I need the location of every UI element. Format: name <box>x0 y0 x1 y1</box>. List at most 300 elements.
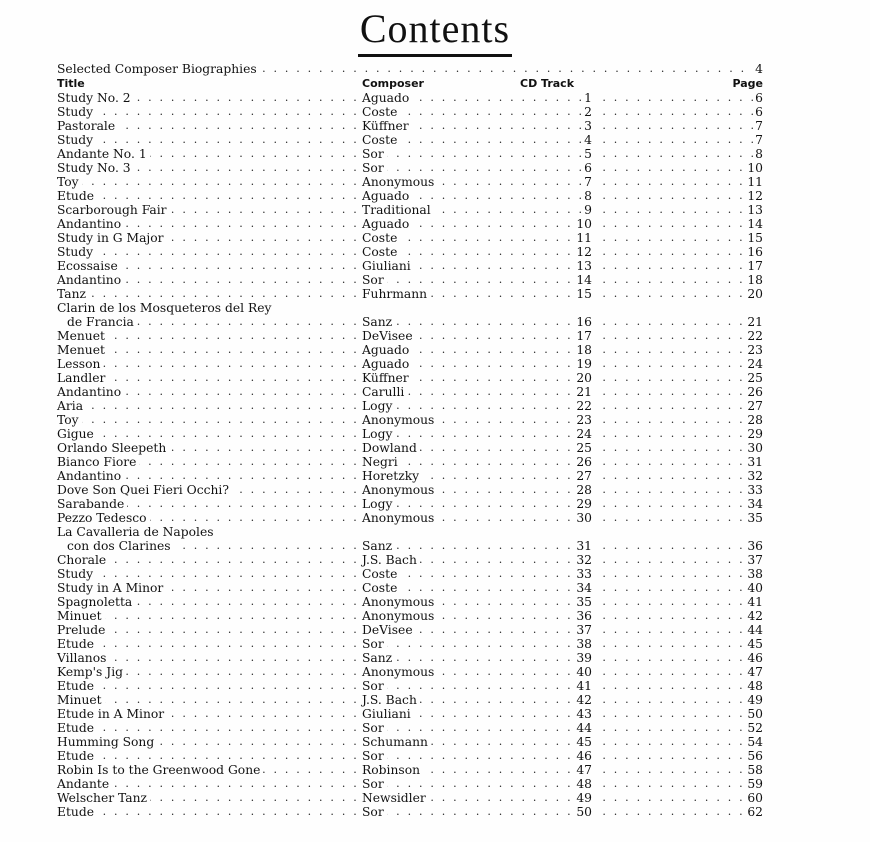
entry-cd-track: 7 <box>584 175 592 189</box>
dot-leader-track <box>591 497 756 511</box>
entry-composer: Coste <box>362 133 400 147</box>
entry-cd-track: 37 <box>576 623 592 637</box>
entry-title: Study in G Major <box>57 231 167 245</box>
column-headers <box>57 77 763 91</box>
entry-page: 16 <box>747 245 763 259</box>
dot-leader-track <box>591 385 756 399</box>
toc-entry[interactable] <box>57 693 763 707</box>
toc-entry[interactable] <box>57 553 763 567</box>
entry-composer: Giuliani <box>362 259 414 273</box>
entry-page: 32 <box>747 469 763 483</box>
entry-page: 59 <box>747 777 763 791</box>
entry-cd-track: 14 <box>576 273 592 287</box>
toc-entry[interactable] <box>57 371 763 385</box>
toc-entry[interactable] <box>57 497 763 511</box>
entry-page: 15 <box>747 231 763 245</box>
entry-cd-track: 38 <box>576 637 592 651</box>
dot-leader-track <box>591 791 756 805</box>
entry-cd-track: 9 <box>584 203 592 217</box>
entry-composer: Küffner <box>362 371 412 385</box>
entry-composer: Anonymous <box>362 609 437 623</box>
dot-leader-track <box>591 651 756 665</box>
dot-leader-track <box>591 623 756 637</box>
dot-leader-track <box>591 665 756 679</box>
entry-page: 58 <box>747 763 763 777</box>
entry-composer: Sanz <box>362 315 395 329</box>
dot-leader-composer <box>362 147 592 161</box>
entry-composer: Anonymous <box>362 175 437 189</box>
entry-page: 54 <box>747 735 763 749</box>
toc-entry[interactable] <box>57 763 763 777</box>
dot-leader-track <box>591 483 756 497</box>
entry-page: 34 <box>747 497 763 511</box>
entry-title: Pastorale <box>57 119 118 133</box>
entry-composer: Aguado <box>362 189 412 203</box>
entry-cd-track: 2 <box>584 105 592 119</box>
column-header-title: Title <box>57 77 85 90</box>
entry-cd-track: 10 <box>576 217 592 231</box>
biographies-entry[interactable] <box>57 61 763 77</box>
dot-leader-track <box>591 441 756 455</box>
dot-leader-track <box>591 357 756 371</box>
entry-composer: Dowland <box>362 441 420 455</box>
entry-composer: Sor <box>362 273 387 287</box>
toc-entry[interactable] <box>57 427 763 441</box>
dot-leader-track <box>591 511 756 525</box>
toc-entry[interactable] <box>57 217 763 231</box>
entry-cd-track: 18 <box>576 343 592 357</box>
entry-composer: Aguado <box>362 357 412 371</box>
toc-entry[interactable] <box>57 609 763 623</box>
toc-entry[interactable] <box>57 329 763 343</box>
title-wrapper <box>0 6 870 57</box>
entry-composer: Schumann <box>362 735 431 749</box>
dot-leader-composer <box>362 679 592 693</box>
toc-entry[interactable] <box>57 735 763 749</box>
entry-composer: Anonymous <box>362 483 437 497</box>
entry-page: 10 <box>747 161 763 175</box>
page-title: Contents <box>358 6 512 57</box>
toc-entry[interactable] <box>57 357 763 371</box>
dot-leader-track <box>591 329 756 343</box>
entry-page: 6 <box>755 91 763 105</box>
entry-composer: Sor <box>362 147 387 161</box>
entry-cd-track: 26 <box>576 455 592 469</box>
toc-entry[interactable] <box>57 91 763 105</box>
entry-page: 6 <box>755 105 763 119</box>
entry-title: de Francia <box>57 315 137 329</box>
entry-cd-track: 46 <box>576 749 592 763</box>
entry-cd-track: 24 <box>576 427 592 441</box>
toc-entry[interactable] <box>57 805 763 819</box>
entry-page: 30 <box>747 441 763 455</box>
entry-title: Etude in A Minor <box>57 707 167 721</box>
entries-list <box>57 91 763 819</box>
entry-cd-track: 4 <box>584 133 592 147</box>
entry-page: 52 <box>747 721 763 735</box>
dot-leader-title <box>57 567 361 581</box>
entry-composer: Logy <box>362 399 395 413</box>
entry-title: Etude <box>57 189 97 203</box>
dot-leader-track <box>591 287 756 301</box>
toc-entry[interactable] <box>57 301 763 315</box>
entry-cd-track: 39 <box>576 651 592 665</box>
dot-leader-track <box>591 707 756 721</box>
dot-leader-title <box>57 805 361 819</box>
toc-entry[interactable] <box>57 707 763 721</box>
biographies-title: Selected Composer Biographies <box>57 61 260 77</box>
entry-cd-track: 36 <box>576 609 592 623</box>
dot-leader-track <box>591 189 756 203</box>
entry-page: 25 <box>747 371 763 385</box>
table-of-contents <box>57 61 763 819</box>
dot-leader-title <box>57 399 361 413</box>
entry-title: Andante No. 1 <box>57 147 150 161</box>
entry-cd-track: 12 <box>576 245 592 259</box>
entry-page: 62 <box>747 805 763 819</box>
entry-cd-track: 29 <box>576 497 592 511</box>
entry-composer: Logy <box>362 427 395 441</box>
entry-title: Andantino <box>57 385 124 399</box>
entry-composer: Coste <box>362 245 400 259</box>
entry-title: Andantino <box>57 217 124 231</box>
dot-leader-track <box>591 259 756 273</box>
dot-leader-track <box>591 203 756 217</box>
dot-leader-track <box>591 539 756 553</box>
dot-leader-track <box>591 343 756 357</box>
biographies-page: 4 <box>755 62 763 76</box>
entry-cd-track: 48 <box>576 777 592 791</box>
entry-cd-track: 49 <box>576 791 592 805</box>
entry-page: 42 <box>747 609 763 623</box>
entry-title: Etude <box>57 721 97 735</box>
entry-page: 29 <box>747 427 763 441</box>
entry-cd-track: 34 <box>576 581 592 595</box>
toc-entry[interactable] <box>57 539 763 553</box>
entry-composer: Aguado <box>362 343 412 357</box>
toc-entry[interactable] <box>57 259 763 273</box>
entry-page: 14 <box>747 217 763 231</box>
toc-entry[interactable] <box>57 385 763 399</box>
entry-page: 13 <box>747 203 763 217</box>
entry-page: 37 <box>747 553 763 567</box>
toc-entry[interactable] <box>57 273 763 287</box>
dot-leader-title <box>57 287 361 301</box>
entry-title: Ecossaise <box>57 259 121 273</box>
entry-title: Etude <box>57 805 97 819</box>
toc-entry[interactable] <box>57 777 763 791</box>
entry-title: Aria <box>57 399 86 413</box>
entry-title: Tanz <box>57 287 89 301</box>
entry-page: 28 <box>747 413 763 427</box>
dot-leader-composer <box>362 651 592 665</box>
entry-page: 31 <box>747 455 763 469</box>
dot-leader-composer <box>362 273 592 287</box>
entry-composer: Coste <box>362 231 400 245</box>
dot-leader-title <box>57 721 361 735</box>
toc-entry[interactable] <box>57 133 763 147</box>
entry-title: Minuet <box>57 693 105 707</box>
toc-entry[interactable] <box>57 469 763 483</box>
dot-leader-title <box>57 175 361 189</box>
entry-composer: Negri <box>362 455 401 469</box>
dot-leader-composer <box>362 777 592 791</box>
entry-cd-track: 40 <box>576 665 592 679</box>
toc-entry[interactable] <box>57 413 763 427</box>
dot-leader-track <box>591 413 756 427</box>
toc-entry[interactable] <box>57 525 763 539</box>
toc-entry[interactable] <box>57 721 763 735</box>
dot-leader-track <box>591 595 756 609</box>
toc-entry[interactable] <box>57 483 763 497</box>
dot-leader-track <box>591 469 756 483</box>
entry-cd-track: 27 <box>576 469 592 483</box>
entry-title: Study <box>57 567 96 581</box>
entry-title: Menuet <box>57 329 108 343</box>
entry-composer: Logy <box>362 497 395 511</box>
entry-title: Chorale <box>57 553 109 567</box>
entry-composer: Aguado <box>362 91 412 105</box>
entry-title: Orlando Sleepeth <box>57 441 169 455</box>
entry-cd-track: 8 <box>584 189 592 203</box>
entry-page: 27 <box>747 399 763 413</box>
entry-page: 26 <box>747 385 763 399</box>
toc-entry[interactable] <box>57 287 763 301</box>
dot-leader-composer <box>362 805 592 819</box>
entry-title: Study <box>57 105 96 119</box>
toc-entry[interactable] <box>57 595 763 609</box>
dot-leader-title <box>57 427 361 441</box>
toc-entry[interactable] <box>57 343 763 357</box>
entry-composer: Newsidler <box>362 791 429 805</box>
dot-leader-title <box>57 679 361 693</box>
entry-title: Gigue <box>57 427 97 441</box>
entry-title: Prelude <box>57 623 108 637</box>
entry-composer: Horetzky <box>362 469 422 483</box>
dot-leader-track <box>591 609 756 623</box>
entry-composer: Traditional <box>362 203 434 217</box>
toc-entry[interactable] <box>57 511 763 525</box>
entry-title: Study in A Minor <box>57 581 166 595</box>
toc-entry[interactable] <box>57 441 763 455</box>
dot-leader-track <box>591 119 756 133</box>
dot-leader-track <box>591 161 756 175</box>
entry-composer: Sor <box>362 777 387 791</box>
entry-title: Toy <box>57 413 82 427</box>
column-header-page: Page <box>732 77 763 90</box>
entry-title: Study <box>57 133 96 147</box>
entry-title: Spagnoletta <box>57 595 135 609</box>
toc-entry[interactable] <box>57 231 763 245</box>
entry-composer: Sor <box>362 679 387 693</box>
toc-entry[interactable] <box>57 455 763 469</box>
dot-leader-track <box>591 147 756 161</box>
entry-page: 33 <box>747 483 763 497</box>
dot-leader-track <box>591 133 756 147</box>
entry-page: 7 <box>755 133 763 147</box>
column-header-composer: Composer <box>362 77 424 90</box>
entry-cd-track: 22 <box>576 399 592 413</box>
entry-cd-track: 50 <box>576 805 592 819</box>
dot-leader-composer <box>362 315 592 329</box>
entry-title: Villanos <box>57 651 109 665</box>
entry-title: Dove Son Quei Fieri Occhi? <box>57 483 232 497</box>
toc-entry[interactable] <box>57 189 763 203</box>
toc-entry[interactable] <box>57 175 763 189</box>
entry-cd-track: 35 <box>576 595 592 609</box>
entry-title: Pezzo Tedesco <box>57 511 150 525</box>
entry-cd-track: 30 <box>576 511 592 525</box>
entry-composer: Sanz <box>362 651 395 665</box>
dot-leader-track <box>591 371 756 385</box>
dot-leader-title <box>57 105 361 119</box>
toc-entry[interactable] <box>57 749 763 763</box>
entry-title: Scarborough Fair <box>57 203 170 217</box>
entry-title: Landler <box>57 371 108 385</box>
entry-title: Welscher Tanz <box>57 791 150 805</box>
entry-cd-track: 6 <box>584 161 592 175</box>
toc-entry[interactable] <box>57 665 763 679</box>
entry-title: Study No. 3 <box>57 161 134 175</box>
dot-leader-composer <box>362 637 592 651</box>
entry-cd-track: 17 <box>576 329 592 343</box>
toc-entry[interactable] <box>57 203 763 217</box>
entry-composer: Aguado <box>362 217 412 231</box>
entry-page: 22 <box>747 329 763 343</box>
entry-cd-track: 21 <box>576 385 592 399</box>
entry-title: Humming Song <box>57 735 157 749</box>
entry-cd-track: 13 <box>576 259 592 273</box>
dot-leader-track <box>591 245 756 259</box>
entry-page: 45 <box>747 637 763 651</box>
toc-entry[interactable] <box>57 581 763 595</box>
dot-leader-title <box>57 749 361 763</box>
toc-entry[interactable] <box>57 245 763 259</box>
entry-cd-track: 45 <box>576 735 592 749</box>
entry-page: 50 <box>747 707 763 721</box>
toc-entry[interactable] <box>57 791 763 805</box>
dot-leader-track <box>591 567 756 581</box>
entry-page: 41 <box>747 595 763 609</box>
toc-entry[interactable] <box>57 679 763 693</box>
entry-page: 21 <box>747 315 763 329</box>
entry-composer: Anonymous <box>362 665 437 679</box>
dot-leader-track <box>591 315 756 329</box>
dot-leader-composer <box>362 427 592 441</box>
entry-page: 7 <box>755 119 763 133</box>
dot-leader-track <box>591 427 756 441</box>
entry-title: Lesson <box>57 357 103 371</box>
entry-composer: J.S. Bach <box>362 693 420 707</box>
entry-cd-track: 11 <box>576 231 592 245</box>
entry-page: 46 <box>747 651 763 665</box>
entry-composer: Anonymous <box>362 595 437 609</box>
entry-page: 48 <box>747 679 763 693</box>
entry-cd-track: 42 <box>576 693 592 707</box>
toc-entry[interactable] <box>57 315 763 329</box>
entry-page: 40 <box>747 581 763 595</box>
entry-title: con dos Clarines <box>57 539 174 553</box>
entry-title: Toy <box>57 175 82 189</box>
entry-composer: Robinson <box>362 763 423 777</box>
dot-leader-composer <box>362 161 592 175</box>
entry-cd-track: 1 <box>584 91 592 105</box>
dot-leader-track <box>591 693 756 707</box>
dot-leader-track <box>591 763 756 777</box>
dot-leader-composer <box>362 497 592 511</box>
dot-leader-track <box>591 749 756 763</box>
dot-leader-track <box>591 777 756 791</box>
entry-cd-track: 32 <box>576 553 592 567</box>
entry-composer: Küffner <box>362 119 412 133</box>
toc-entry[interactable] <box>57 651 763 665</box>
entry-cd-track: 33 <box>576 567 592 581</box>
entry-composer: J.S. Bach <box>362 553 420 567</box>
entry-title: Clarin de los Mosqueteros del Rey <box>57 301 275 315</box>
entry-cd-track: 19 <box>576 357 592 371</box>
entry-title: Minuet <box>57 609 105 623</box>
entry-cd-track: 15 <box>576 287 592 301</box>
entry-title: Study <box>57 245 96 259</box>
entry-page: 36 <box>747 539 763 553</box>
entry-composer: Anonymous <box>362 413 437 427</box>
entry-cd-track: 23 <box>576 413 592 427</box>
entry-page: 60 <box>747 791 763 805</box>
entry-page: 8 <box>755 147 763 161</box>
entry-title: Andantino <box>57 469 124 483</box>
toc-entry[interactable] <box>57 119 763 133</box>
dot-leader-composer <box>362 399 592 413</box>
dot-leader-track <box>591 273 756 287</box>
entry-page: 24 <box>747 357 763 371</box>
entry-composer: Giuliani <box>362 707 414 721</box>
entry-title: Etude <box>57 637 97 651</box>
dot-leader-title <box>57 637 361 651</box>
entry-page: 11 <box>747 175 763 189</box>
entry-cd-track: 44 <box>576 721 592 735</box>
dot-leader-track <box>591 399 756 413</box>
entry-title: Bianco Fiore <box>57 455 139 469</box>
entry-cd-track: 5 <box>584 147 592 161</box>
entry-composer: Coste <box>362 567 400 581</box>
toc-entry[interactable] <box>57 399 763 413</box>
dot-leader-title <box>57 413 361 427</box>
dot-leader-track <box>591 679 756 693</box>
entry-title: Menuet <box>57 343 108 357</box>
entry-page: 12 <box>747 189 763 203</box>
toc-entry[interactable] <box>57 623 763 637</box>
entry-title: Etude <box>57 679 97 693</box>
entry-page: 23 <box>747 343 763 357</box>
entry-cd-track: 31 <box>576 539 592 553</box>
entry-page: 35 <box>747 511 763 525</box>
toc-entry[interactable] <box>57 637 763 651</box>
entry-title: Study No. 2 <box>57 91 134 105</box>
toc-entry[interactable] <box>57 567 763 581</box>
dot-leader-track <box>591 231 756 245</box>
toc-entry[interactable] <box>57 105 763 119</box>
dot-leader-composer <box>362 721 592 735</box>
entry-cd-track: 41 <box>576 679 592 693</box>
dot-leader-track <box>591 217 756 231</box>
toc-entry[interactable] <box>57 147 763 161</box>
dot-leader-composer <box>362 749 592 763</box>
entry-composer: Anonymous <box>362 511 437 525</box>
entry-cd-track: 47 <box>576 763 592 777</box>
toc-entry[interactable] <box>57 161 763 175</box>
entry-cd-track: 16 <box>576 315 592 329</box>
dot-leader-track <box>591 637 756 651</box>
